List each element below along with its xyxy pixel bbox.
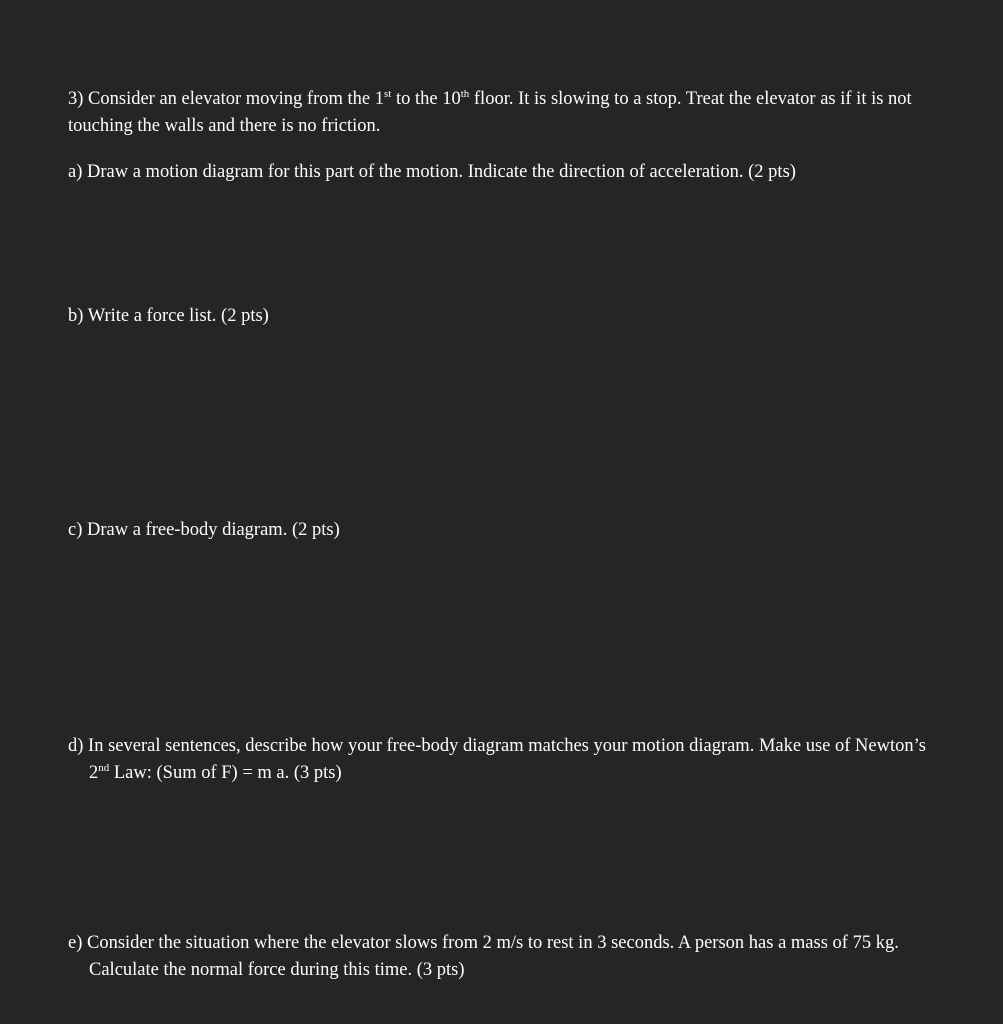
part-e-label: e): [68, 933, 83, 953]
superscript-nd: nd: [98, 762, 110, 774]
part-b-text: Write a force list. (2 pts): [87, 306, 269, 326]
part-c-label: c): [68, 520, 83, 540]
intro-text-3: floor. It is slowing to a stop. Treat the elevator as if it is not touching the walls and there is no friction.: [68, 89, 912, 136]
part-a-text: Draw a motion diagram for this part of the motion. Indicate the direction of acceleration. (2 pts): [87, 162, 796, 182]
part-c-question: [68, 517, 943, 544]
part-c-text: Draw a free-body diagram. (2 pts): [87, 520, 340, 540]
question-3-intro: [68, 86, 943, 140]
part-a-question: [68, 159, 943, 186]
part-e-question: [68, 930, 943, 984]
part-d-label: d): [68, 736, 84, 756]
part-a-label: a): [68, 162, 83, 182]
superscript-st: st: [383, 88, 392, 100]
superscript-th: th: [460, 88, 470, 100]
question-number: 3): [68, 89, 84, 109]
part-d-text-1: In several sentences, describe how your free-body diagram matches your motion diagram. Make use of Newton’s 2: [88, 736, 926, 783]
intro-text-2: to the 10: [391, 89, 461, 109]
part-d-text-2: Law: (Sum of F) = m a. (3 pts): [109, 763, 342, 783]
part-b-label: b): [68, 306, 84, 326]
intro-text-1: Consider an elevator moving from the 1: [88, 89, 384, 109]
part-e-text: Consider the situation where the elevator slows from 2 m/s to rest in 3 seconds. A person has a mass of 75 kg. Calculate the normal force during this time. (3 pts): [87, 933, 899, 980]
part-b-question: [68, 303, 943, 330]
part-d-question: [68, 733, 943, 787]
